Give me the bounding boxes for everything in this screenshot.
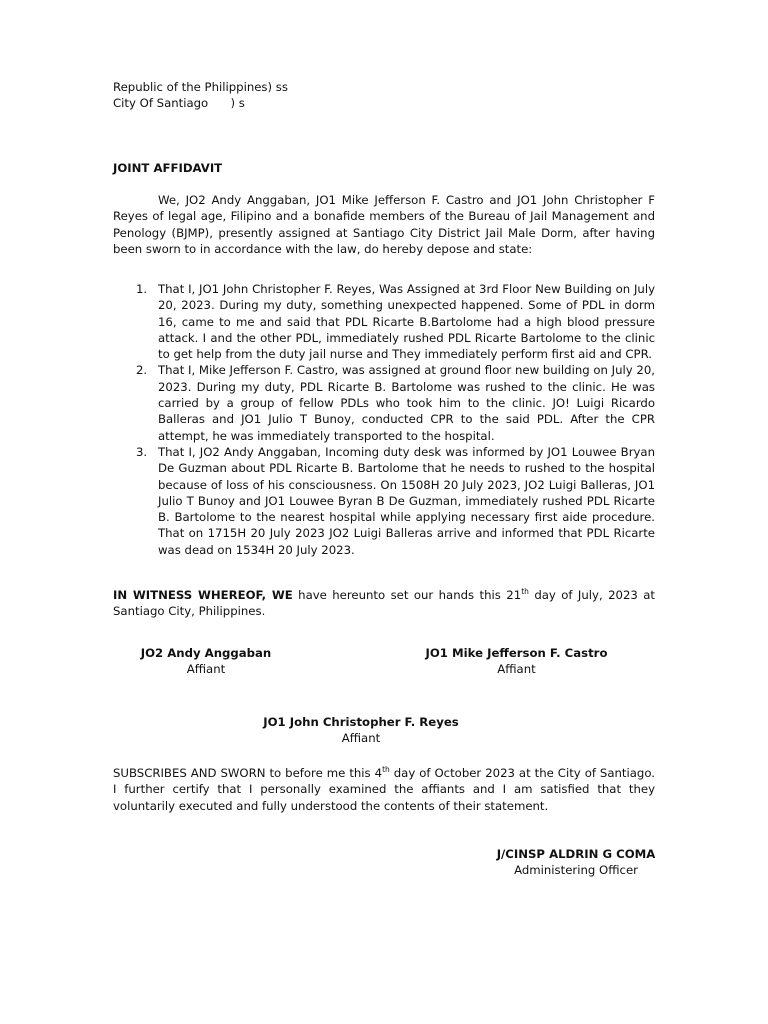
witness-clause <box>113 587 655 620</box>
jurat-text-after: day of October 2023 at the City of Santiago. I further certify that I personally examined the affiants and I am satisfied that they voluntarily executed and fully understood the contents of their statement. <box>113 766 655 813</box>
statement-item <box>113 444 655 558</box>
signature-block-reyes <box>246 714 476 747</box>
witness-text-after: day of July, 2023 at Santiago City, Philippines. <box>113 588 655 619</box>
statement-number: 1. <box>136 282 148 296</box>
statement-item <box>113 281 655 362</box>
venue-country: Republic of the Philippines) ss <box>113 80 288 94</box>
statement-text: That I, Mike Jefferson F. Castro, was assigned at ground floor new building on July 20, 2023. During my duty, PDL Ricarte B. Bartolome was rushed to the clinic. He was carried by a group of fellow PDLs who took him to the clinic. JO! Luigi Ricardo Balleras and JO1 Julio T Bunoy, conducted CPR to the said PDL. After the CPR attempt, he was immediately transported to the hospital. <box>158 363 655 443</box>
document-title: JOINT AFFIDAVIT <box>113 161 223 175</box>
officer-name: J/CINSP ALDRIN G COMA <box>496 847 656 861</box>
statement-number: 3. <box>136 444 148 459</box>
signature-block-castro <box>414 645 619 678</box>
intro-paragraph: We, JO2 Andy Anggaban, JO1 Mike Jefferson F. Castro and JO1 John Christopher F Reyes of legal age, Filipino and a bonafide members of the Bureau of Jail Management and Penology (BJMP), presently assigned at Santiago City District Jail Male Dorm, after having been sworn to in accordance with the law, do hereby depose and state: <box>113 193 655 256</box>
witness-lead: IN WITNESS WHEREOF, WE <box>113 588 293 602</box>
witness-ordinal: th <box>521 587 529 596</box>
statement-item <box>113 362 655 443</box>
statement-text: That I, JO2 Andy Anggaban, Incoming duty desk was informed by JO1 Louwee Bryan De Guzman about PDL Ricarte B. Bartolome that he needs to rushed to the hospital because of loss of his consciousness. On 1508H 20 July 2023, JO2 Luigi Balleras, JO1 Julio T Bunoy and JO1 Louwee Byran B De Guzman, immediately rushed PDL Ricarte B. Bartolome to the nearest hospital while applying necessary first aide procedure. That on 1715H 20 July 2023 JO2 Luigi Balleras arrive and informed that PDL Ricarte was dead on 1534H 20 July 2023. <box>158 444 655 557</box>
affiant-role: Affiant <box>186 662 226 677</box>
signature-block-anggaban <box>136 645 276 678</box>
venue-header <box>113 79 288 112</box>
statement-number: 2. <box>136 363 148 378</box>
affiant-role: Affiant <box>497 662 536 677</box>
affiant-name: JO1 Mike Jefferson F. Castro <box>425 646 608 660</box>
officer-role: Administering Officer <box>514 863 638 878</box>
affiant-name: JO1 John Christopher F. Reyes <box>263 715 459 729</box>
affiant-role: Affiant <box>341 731 381 746</box>
statement-list <box>113 281 655 558</box>
jurat-text-before: SUBSCRIBES AND SWORN to before me this 4 <box>113 766 383 780</box>
witness-text-before: have hereunto set our hands this 21 <box>292 588 522 602</box>
jurat-ordinal: th <box>382 765 390 774</box>
officer-signature-block <box>486 846 666 879</box>
affiant-name: JO2 Andy Anggaban <box>140 646 272 660</box>
venue-city: City Of Santiago ) s <box>113 96 245 111</box>
jurat-paragraph <box>113 765 655 814</box>
statement-text: That I, JO1 John Christopher F. Reyes, Was Assigned at 3rd Floor New Building on July 20, 2023. During my duty, something unexpected happened. Some of PDL in dorm 16, came to me and said that PDL Ricarte B.Bartolome had a high blood pressure attack. I and the other PDL, immediately rushed PDL Ricarte Bartolome to the clinic to get help from the duty jail nurse and They immediately perform first aid and CPR. <box>158 282 655 362</box>
